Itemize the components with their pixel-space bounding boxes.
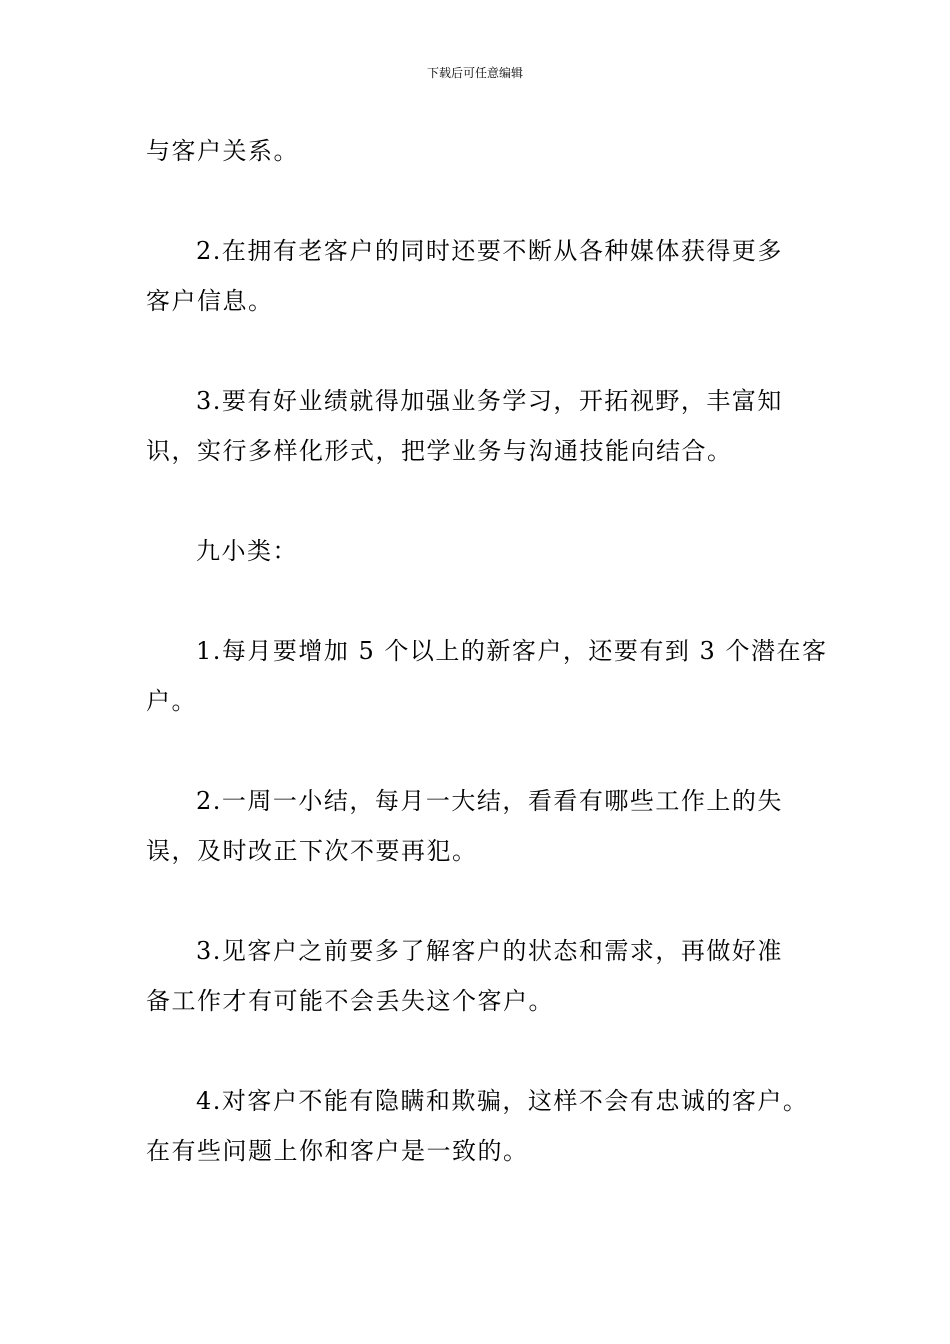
paragraph-line: 3.见客户之前要多了解客户的状态和需求，再做好准 xyxy=(196,937,783,965)
paragraph-line: 误，及时改正下次不要再犯。 xyxy=(146,837,478,865)
paragraph-line: 2.一周一小结，每月一大结，看看有哪些工作上的失 xyxy=(196,787,783,815)
paragraph-line: 客户信息。 xyxy=(146,287,274,315)
page-header: 下载后可任意编辑 xyxy=(426,66,523,80)
paragraph-line: 与客户关系。 xyxy=(146,137,299,165)
paragraph-line: 2.在拥有老客户的同时还要不断从各种媒体获得更多 xyxy=(196,237,783,265)
paragraph-line: 1.每月要增加 5 个以上的新客户，还要有到 3 个潜在客 xyxy=(196,637,828,665)
paragraph-line: 3.要有好业绩就得加强业务学习，开拓视野，丰富知 xyxy=(196,387,783,415)
paragraph-line: 在有些问题上你和客户是一致的。 xyxy=(146,1137,529,1165)
section-heading: 九小类： xyxy=(196,537,298,565)
paragraph-line: 户。 xyxy=(146,687,197,715)
paragraph-line: 4.对客户不能有隐瞒和欺骗，这样不会有忠诚的客户。 xyxy=(196,1087,809,1115)
paragraph-line: 备工作才有可能不会丢失这个客户。 xyxy=(146,987,554,1015)
paragraph-line: 识，实行多样化形式，把学业务与沟通技能向结合。 xyxy=(146,437,733,465)
